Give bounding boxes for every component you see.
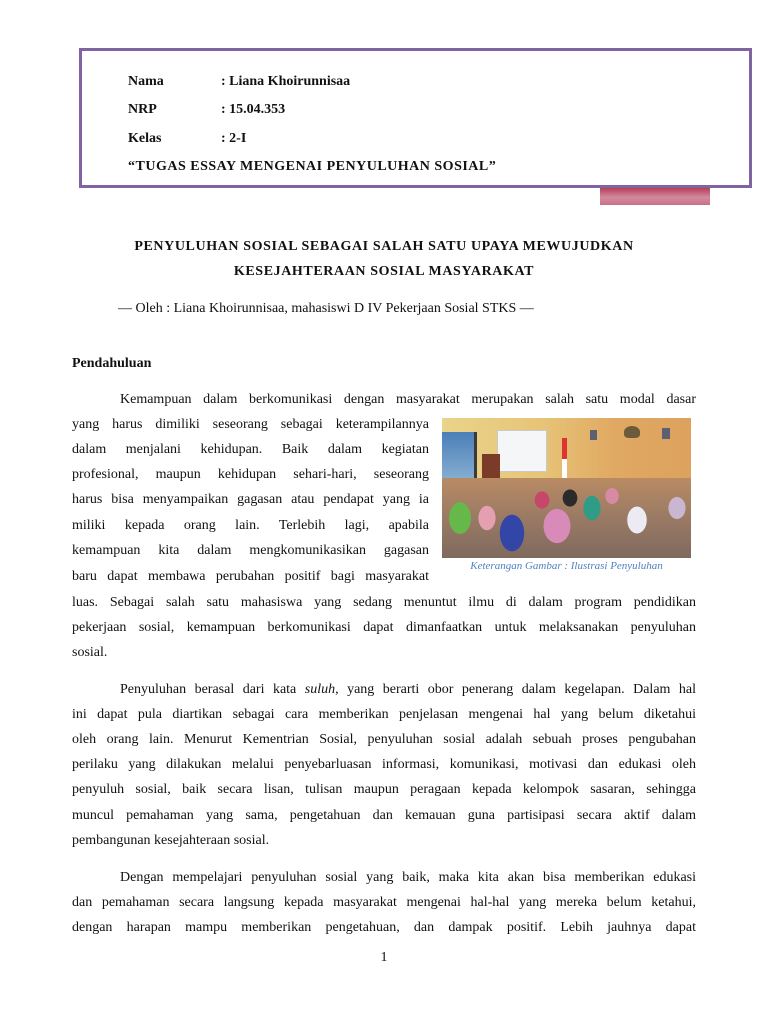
italic-term: suluh xyxy=(304,682,336,697)
paragraph-line: Dengan mempelajari penyuluhan sosial yang baik, maka kita akan bisa memberikan edukasi xyxy=(120,870,696,885)
identity-label: Kelas xyxy=(128,131,162,146)
paragraph-line: oleh orang lain. Menurut Kementrian Sosial, penyuluhan sosial adalah sebuah proses pengubahan xyxy=(72,732,696,747)
paragraph-line xyxy=(120,682,696,698)
paragraph-line: miliki kepada orang lain. Terlebih lagi, apabila xyxy=(72,518,429,533)
paragraph-line: profesional, maupun kehidupan sehari-hari, seseorang xyxy=(72,467,429,482)
figure-caption: Keterangan Gambar : Ilustrasi Penyuluhan xyxy=(470,560,663,572)
paragraph-line: pembangunan kesejahteraan sosial. xyxy=(72,833,270,848)
text-run: Penyuluhan berasal dari kata xyxy=(120,682,305,697)
paragraph-line: sosial. xyxy=(72,645,108,660)
identity-row-name xyxy=(128,74,350,90)
paragraph-line: dengan harapan mampu memberikan pengetahuan, dan dampak positif. Lebih jauhnya dapat xyxy=(72,920,696,935)
paragraph-line: Kemampuan dalam berkomunikasi dengan masyarakat merupakan salah satu modal dasar xyxy=(120,392,696,407)
paragraph-line: yang harus dimiliki seseorang sebagai keterampilannya xyxy=(72,417,429,432)
identity-label: Nama xyxy=(128,74,164,89)
photo-projector-screen xyxy=(497,430,547,472)
paragraph-line: pekerjaan sosial, kemampuan berkomunikasi dapat dimanfaatkan untuk melaksanakan penyuluhan xyxy=(72,620,696,635)
photo-emblem xyxy=(624,426,640,438)
photo-flag xyxy=(562,438,567,480)
paragraph-line: harus bisa menyampaikan gagasan atau pendapat yang ia xyxy=(72,492,429,507)
decorative-image-fragment xyxy=(600,186,710,205)
essay-title-line-2: KESEJAHTERAAN SOSIAL MASYARAKAT xyxy=(233,264,535,279)
photo-portrait xyxy=(590,430,597,440)
identity-label: NRP xyxy=(128,102,157,117)
section-heading: Pendahuluan xyxy=(72,356,152,371)
paragraph-line: kemampuan kita dalam mengkomunikasikan gagasan xyxy=(72,543,429,558)
paragraph-line: perilaku yang dilakukan melalui penyebarluasan informasi, komunikasi, motivasi dan edukasi oleh xyxy=(72,757,696,772)
photo-portrait xyxy=(662,428,670,439)
photo-audience xyxy=(442,478,691,558)
paragraph-line: dan pemahaman secara langsung kepada masyarakat mengenai hal-hal yang mereka belum ketahui, xyxy=(72,895,696,910)
paragraph-line: ini dapat pula diartikan sebagai cara memberikan penjelasan mengenai hal yang belum diketahui xyxy=(72,707,696,722)
paragraph-line: luas. Sebagai salah satu mahasiswa yang sedang menuntut ilmu di dalam program pendidikan xyxy=(72,595,696,610)
page-number: 1 xyxy=(380,950,388,965)
illustration-photo xyxy=(442,418,691,558)
paragraph-line: muncul pemahaman yang sama, pengetahuan dan kemauan guna partisipasi secara aktif dalam xyxy=(72,808,696,823)
paragraph-line: baru dapat membawa perubahan positif bagi masyarakat xyxy=(72,569,429,584)
assignment-title: “TUGAS ESSAY MENGENAI PENYULUHAN SOSIAL” xyxy=(128,159,497,174)
author-byline: — Oleh : Liana Khoirunnisaa, mahasiswi D IV Pekerjaan Sosial STKS — xyxy=(118,301,534,316)
text-run: , yang berarti obor penerang dalam kegelapan. Dalam hal xyxy=(335,682,697,697)
identity-row-nrp xyxy=(128,102,285,118)
identity-value: : 15.04.353 xyxy=(221,102,286,117)
paragraph-line: penyuluh sosial, baik secara lisan, tulisan maupun peragaan kepada kelompok sasaran, sehingga xyxy=(72,782,696,797)
essay-title-line-1: PENYULUHAN SOSIAL SEBAGAI SALAH SATU UPAYA MEWUJUDKAN xyxy=(134,239,634,254)
paragraph-line: dalam menjalani kehidupan. Baik dalam kegiatan xyxy=(72,442,429,457)
identity-value: : Liana Khoirunnisaa xyxy=(221,74,351,89)
identity-row-class xyxy=(128,131,246,147)
identity-value: : 2-I xyxy=(221,131,247,146)
